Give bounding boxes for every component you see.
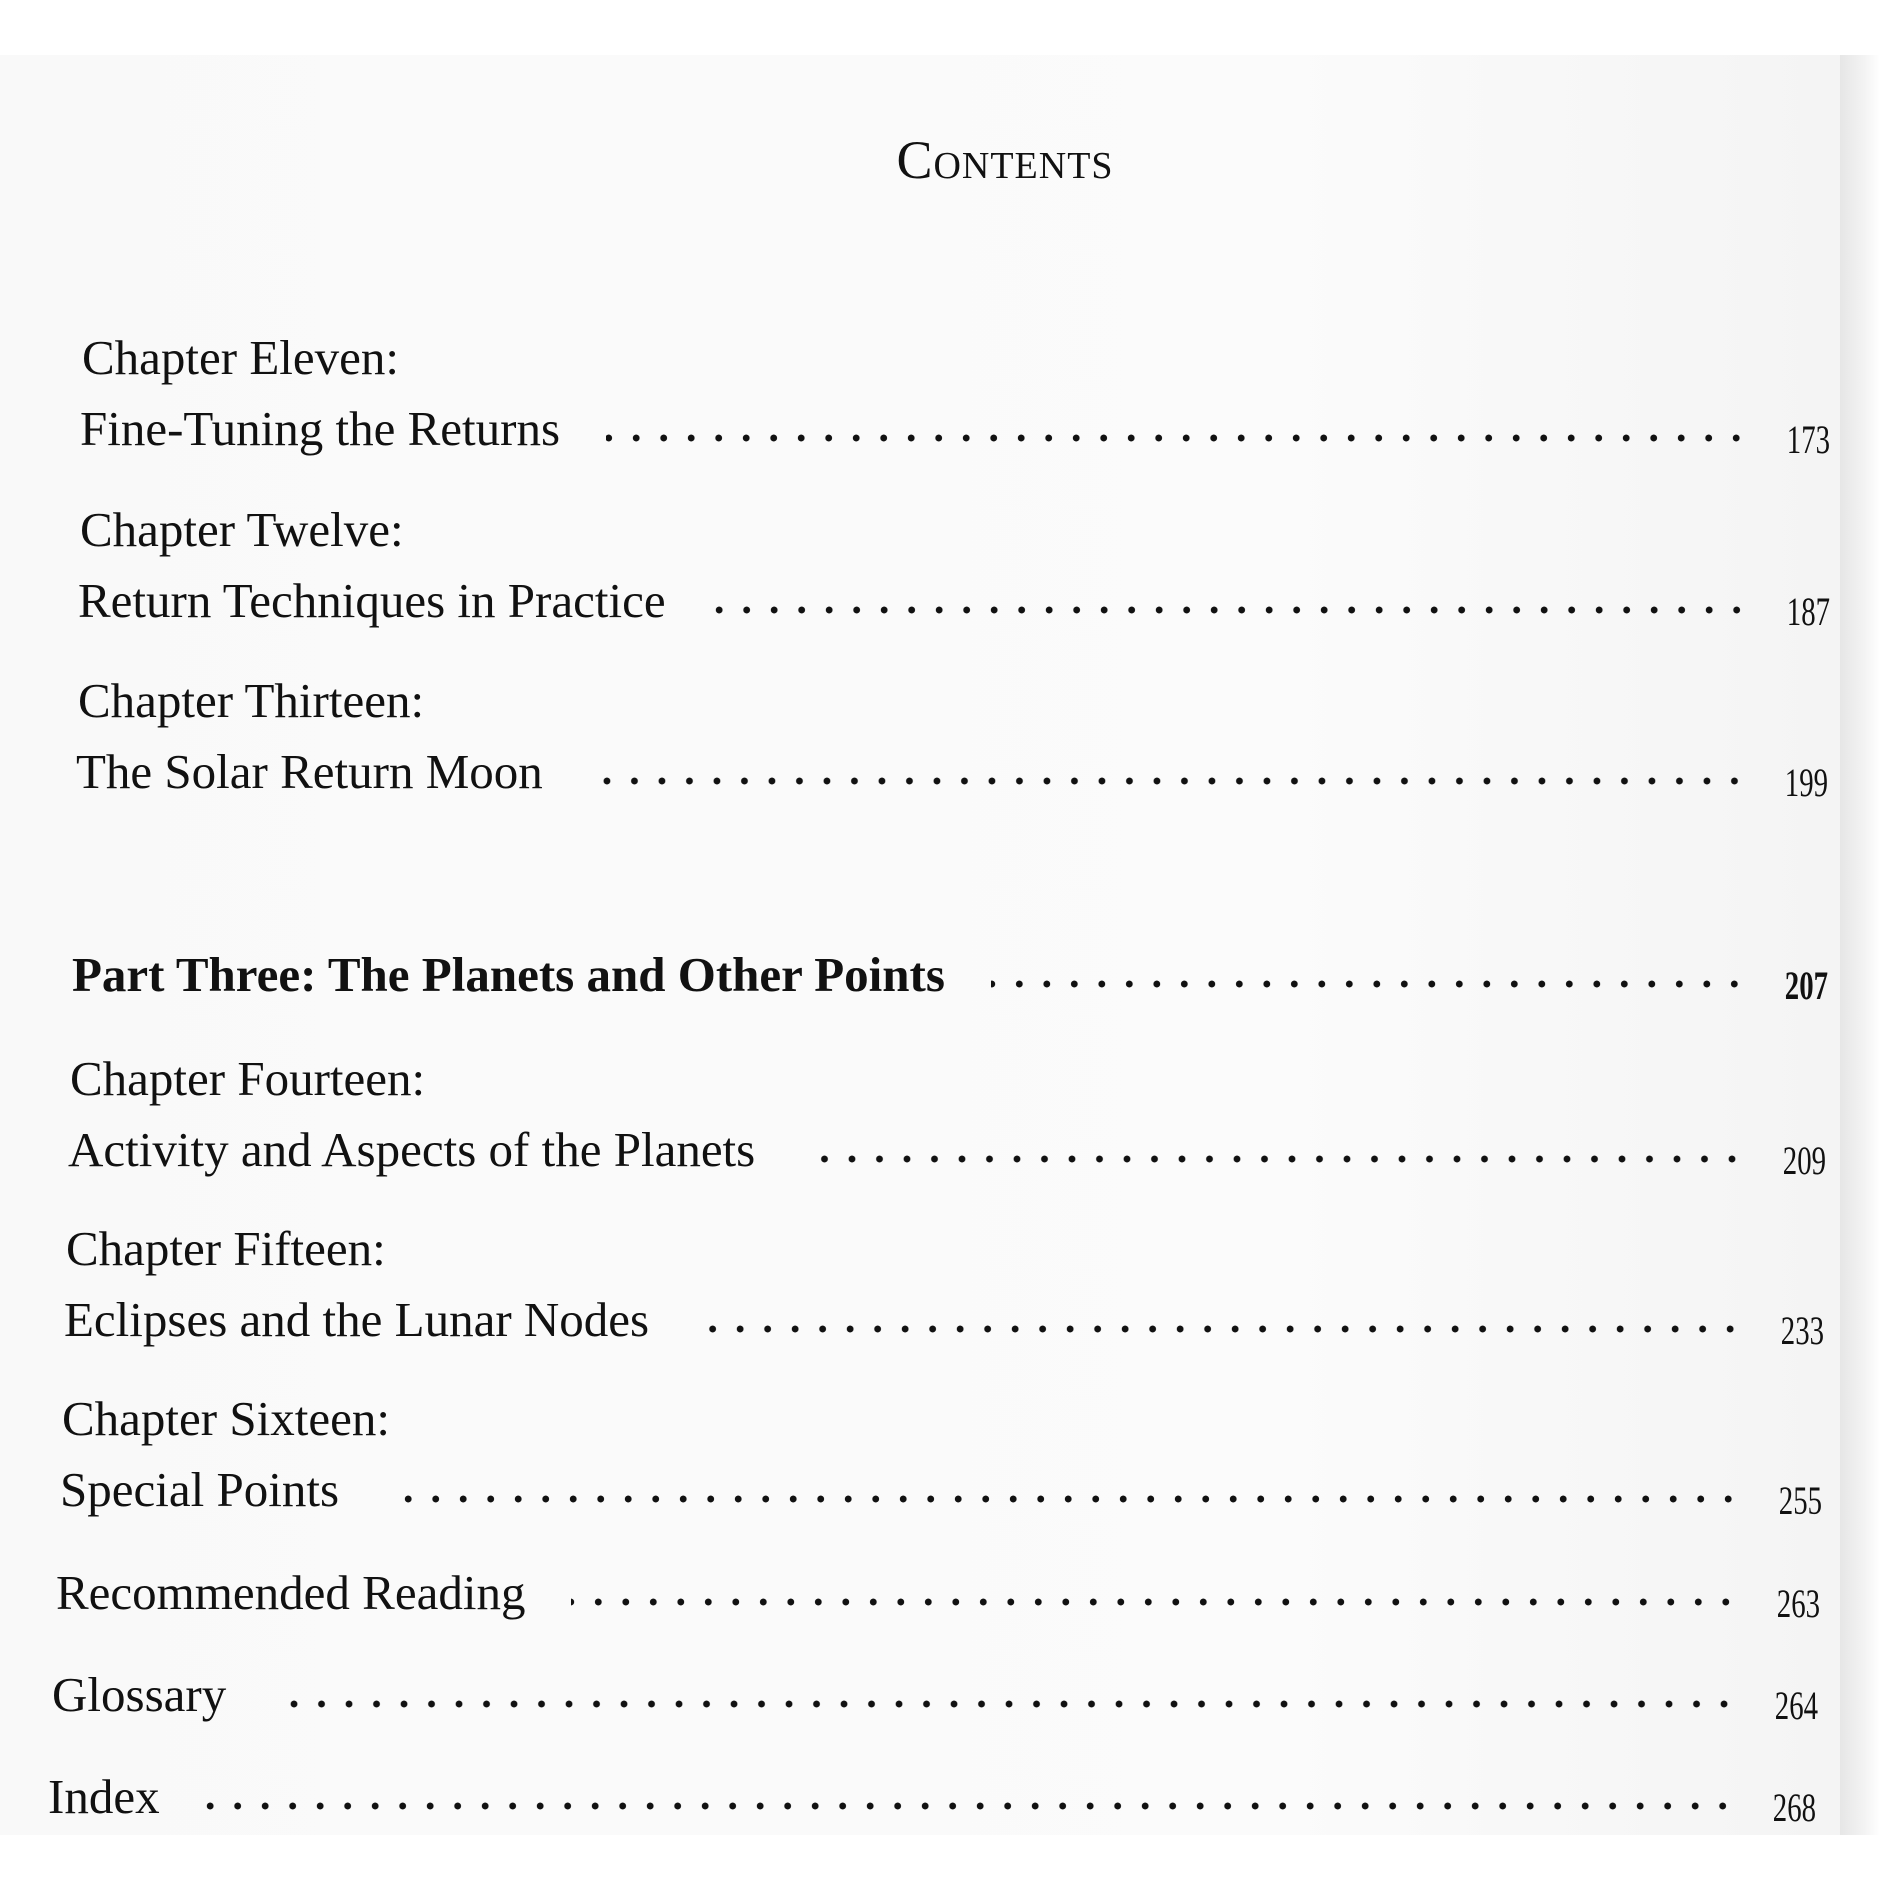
page-number: 264: [1774, 1683, 1818, 1728]
book-page: [0, 55, 1840, 1835]
page-number: 233: [1780, 1308, 1824, 1353]
chapter-label: Chapter Thirteen:: [78, 673, 425, 728]
toc-entry: [68, 1118, 1826, 1183]
toc-entry: [60, 1458, 1822, 1523]
chapter-title: Eclipses and the Lunar Nodes: [64, 1292, 650, 1347]
page-title: Contents: [896, 130, 1114, 190]
page-number: 263: [1776, 1581, 1820, 1626]
chapter-title: Activity and Aspects of the Planets: [68, 1122, 756, 1177]
page-number: 199: [1784, 760, 1828, 805]
chapter-label: Chapter Sixteen:: [62, 1391, 390, 1446]
dot-leader: [801, 1152, 1746, 1166]
page-number: 255: [1778, 1478, 1822, 1523]
section-title: Recommended Reading: [56, 1565, 526, 1620]
dot-leader: [606, 431, 1750, 445]
section-title: Glossary: [52, 1667, 227, 1722]
chapter-title: Special Points: [60, 1462, 340, 1517]
chapter-label: Chapter Eleven:: [82, 330, 400, 385]
dot-leader: [991, 977, 1748, 991]
section-title: Index: [48, 1769, 160, 1824]
page-edge: [1840, 55, 1880, 1835]
dot-leader: [385, 1492, 1742, 1506]
part-title: Part Three: The Planets and Other Points: [72, 947, 945, 1002]
dot-leader: [571, 1595, 1740, 1609]
page-number: 187: [1786, 589, 1830, 634]
chapter-title: Return Techniques in Practice: [78, 573, 666, 628]
chapter-title: The Solar Return Moon: [76, 744, 543, 799]
page-number: 207: [1784, 963, 1828, 1008]
dot-leader: [589, 774, 1748, 788]
toc-entry: [76, 740, 1828, 805]
page-number: 268: [1772, 1785, 1816, 1830]
toc-part-entry: [72, 943, 1828, 1008]
toc-entry: [78, 569, 1830, 634]
dot-leader: [206, 1799, 1736, 1813]
toc-entry: [48, 1765, 1816, 1830]
toc-entry: [64, 1288, 1824, 1353]
chapter-label: Chapter Fourteen:: [70, 1051, 426, 1106]
chapter-label: Chapter Twelve:: [80, 502, 404, 557]
dot-leader: [712, 603, 1750, 617]
page-number: 173: [1786, 417, 1830, 462]
toc-entry: [56, 1561, 1820, 1626]
dot-leader: [272, 1697, 1738, 1711]
toc-entry: [80, 397, 1830, 462]
page-number: 209: [1782, 1138, 1826, 1183]
chapter-label: Chapter Fifteen:: [66, 1221, 386, 1276]
dot-leader: [695, 1322, 1744, 1336]
chapter-title: Fine-Tuning the Returns: [80, 401, 561, 456]
toc-entry: [52, 1663, 1818, 1728]
